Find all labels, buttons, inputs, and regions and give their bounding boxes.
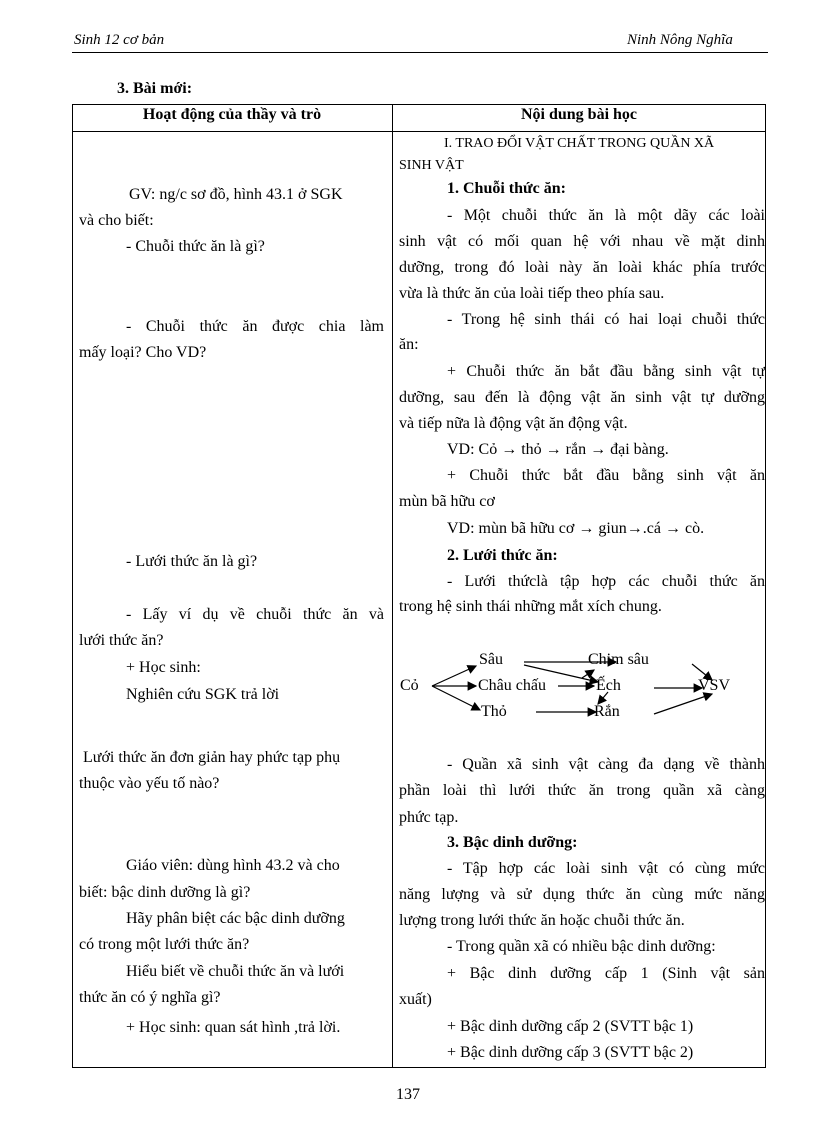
subheading-trophic-level: 3. Bậc dinh dưỡng: [447, 834, 578, 851]
page-number: 137 [396, 1086, 420, 1103]
header-right: Ninh Nông Nghĩa [627, 32, 733, 48]
right-line: sinh vật có mối quan hệ với nhau về mặt dinh [399, 233, 765, 250]
right-line: - Tập hợp các loài sinh vật có cùng mức [447, 860, 765, 877]
left-line: Lưới thức ăn đơn giản hay phức tạp phụ [83, 749, 341, 766]
food-web-node-vsv: VSV [698, 677, 731, 694]
left-line: và cho biết: [79, 212, 154, 229]
food-web-node-chim-sau: Chim sâu [588, 651, 649, 668]
right-line: + Bậc dinh dưỡng cấp 3 (SVTT bậc 2) [447, 1044, 694, 1061]
column-divider [392, 104, 393, 1068]
right-line: - Trong hệ sinh thái có hai loại chuỗi thức [447, 311, 765, 328]
food-web-node-chau-chau: Châu chấu [478, 677, 546, 694]
right-line: + Chuỗi thức bắt đầu bằng sinh vật ăn [447, 467, 765, 484]
right-line: lượng trong lưới thức ăn hoặc chuỗi thức ăn. [399, 912, 685, 929]
subheading-food-web: 2. Lưới thức ăn: [447, 547, 558, 564]
left-line: - Chuỗi thức ăn được chia làm [126, 318, 384, 335]
left-line: GV: ng/c sơ đồ, hình 43.1 ở SGK [129, 186, 343, 203]
food-web-node-ran: Rắn [594, 703, 620, 720]
left-line: mấy loại? Cho VD? [79, 344, 207, 361]
header-left: Sinh 12 cơ bản [74, 32, 165, 48]
right-line: phức tạp. [399, 809, 459, 826]
right-heading: SINH VẬT [399, 158, 464, 173]
right-line: vừa là thức ăn của loài tiếp theo phía sau. [399, 285, 665, 302]
right-line: + Bậc dinh dưỡng cấp 1 (Sinh vật sản [447, 965, 765, 982]
food-web-node-tho: Thỏ [481, 703, 507, 720]
right-line: mùn bã hữu cơ [399, 493, 495, 510]
right-line: VD: mùn bã hữu cơ → giun→.cá → cò. [447, 520, 705, 537]
section-title: 3. Bài mới: [117, 80, 193, 97]
right-line: dưỡng, trong đó loài này ăn loài khác phía trước [399, 259, 765, 276]
left-line: - Chuỗi thức ăn là gì? [126, 238, 265, 255]
right-line: - Lưới thứclà tập hợp các chuỗi thức ăn [447, 573, 765, 590]
header-divider [72, 52, 768, 53]
left-line: biết: bậc dinh dưỡng là gì? [79, 884, 251, 901]
right-line: ăn: [399, 336, 419, 353]
right-line: và tiếp nữa là động vật ăn động vật. [399, 415, 628, 432]
left-line: Hiểu biết về chuỗi thức ăn và lưới [126, 963, 345, 980]
arrow-co-tho [432, 686, 480, 710]
left-line: có trong một lưới thức ăn? [79, 936, 250, 953]
right-line: dưỡng, sau đến là động vật ăn sinh vật tự dưỡng [399, 389, 765, 406]
right-line: năng lượng và sử dụng thức ăn cùng mức năng [399, 886, 765, 903]
arrow-co-sau [432, 666, 476, 686]
right-line: - Một chuỗi thức ăn là một dãy các loài [447, 207, 765, 224]
left-line: Hãy phân biệt các bậc dinh dưỡng [126, 910, 345, 927]
food-web-node-ech: Ếch [596, 677, 621, 694]
subheading-food-chain: 1. Chuỗi thức ăn: [447, 180, 566, 197]
food-web-node-co: Cỏ [400, 677, 419, 694]
right-line: xuất) [399, 991, 432, 1008]
left-line: - Lưới thức ăn là gì? [126, 553, 258, 570]
right-line: VD: Cỏ → thỏ → rắn → đại bàng. [447, 441, 669, 458]
left-line: lưới thức ăn? [79, 632, 164, 649]
left-line: thức ăn có ý nghĩa gì? [79, 989, 221, 1006]
right-line: - Quần xã sinh vật càng đa dạng về thành [447, 756, 765, 773]
left-line: + Học sinh: [126, 659, 201, 676]
left-line: Giáo viên: dùng hình 43.2 và cho [126, 857, 340, 874]
col-header-content: Nội dung bài học [520, 106, 638, 123]
arrow-ran-vsv [654, 694, 712, 714]
right-line: - Trong quần xã có nhiều bậc dinh dưỡng: [447, 938, 716, 955]
arrow-chauchau-chimsau [582, 670, 594, 678]
left-line: thuộc vào yếu tố nào? [79, 775, 220, 792]
food-web-node-sau: Sâu [479, 651, 503, 668]
left-line: - Lấy ví dụ về chuỗi thức ăn và [126, 606, 384, 623]
right-heading: I. TRAO ĐỔI VẬT CHẤT TRONG QUẦN XÃ [444, 136, 715, 151]
right-line: + Bậc dinh dưỡng cấp 2 (SVTT bậc 1) [447, 1018, 694, 1035]
right-line: + Chuỗi thức ăn bắt đầu bằng sinh vật tự [447, 363, 765, 380]
left-line: + Học sinh: quan sát hình ,trả lời. [126, 1019, 341, 1036]
left-line: Nghiên cứu SGK trả lời [126, 686, 280, 703]
col-header-activities: Hoạt động của thầy và trò [142, 106, 322, 123]
right-line: trong hệ sinh thái những mắt xích chung. [399, 598, 662, 615]
right-line: phần loài thì lưới thức ăn trong quần xã càng [399, 782, 765, 799]
